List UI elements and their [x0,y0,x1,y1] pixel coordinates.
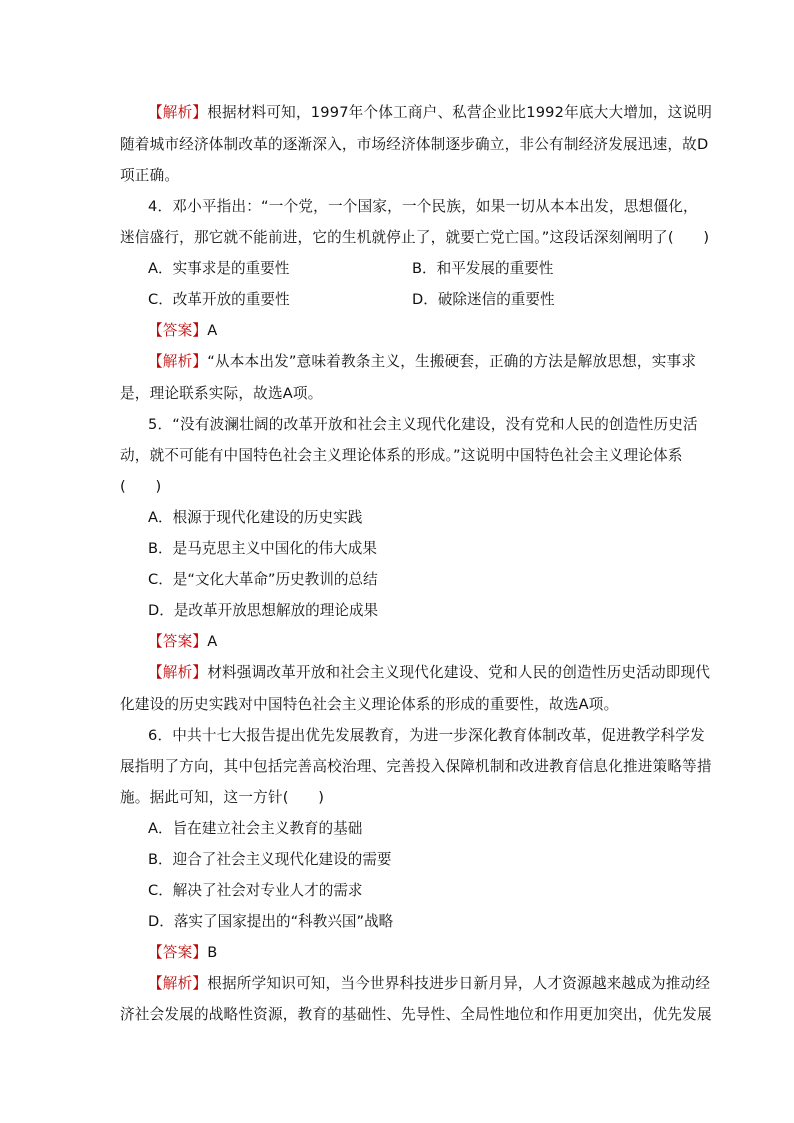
question-5-option-a: A．根源于现代化建设的历史实践 [148,509,363,526]
answer-value: A [207,633,218,650]
question-6-stem: 展指明了方向，其中包括完善高校治理、完善投入保障机制和改进教育信息化推进策略等措 [120,758,712,775]
question-5-stem: 动，就不可能有中国特色社会主义理论体系的形成。”这说明中国特色社会主义理论体系 [120,447,683,464]
explanation-tag: 【解析】 [148,353,208,370]
question-5-option-b: B．是马克思主义中国化的伟大成果 [148,540,377,557]
question-6-option-c: C．解决了社会对专业人才的需求 [148,882,363,899]
question-4-option-b: B．和平发展的重要性 [412,260,554,277]
question-6-option-d: D．落实了国家提出的“科教兴国”战略 [148,913,394,930]
explanation-text: 材料强调改革开放和社会主义现代化建设、党和人民的创造性历史活动即现代 [207,664,711,681]
question-6-explanation: 济社会发展的战略性资源，教育的基础性、先导性、全局性地位和作用更加突出，优先发展 [120,1006,712,1023]
question-6-stem: 6．中共十七大报告提出优先发展教育，为进一步深化教育体制改革，促进教学科学发 [148,727,705,744]
question-6-answer [0,943,794,963]
question-5-explanation [0,663,794,683]
explanation-tag: 【解析】 [148,975,208,992]
answer-tag: 【答案】 [148,322,208,339]
question-4-stem: 迷信盛行，那它就不能前进，它的生机就停止了，就要亡党亡国。”这段话深刻阐明了( ) [120,229,710,246]
question-5-stem: 5．“没有波澜壮阔的改革开放和社会主义现代化建设，没有党和人民的创造性历史活 [148,416,698,433]
question-4-explanation: 是，理论联系实际，故选A项。 [120,385,323,402]
question-6-option-b: B．迎合了社会主义现代化建设的需要 [148,851,392,868]
question-4-explanation [0,352,794,372]
answer-tag: 【答案】 [148,633,208,650]
question-4-option-d: D．破除迷信的重要性 [412,291,555,308]
question-4-option-c: C．改革开放的重要性 [148,291,290,308]
explanation-line: 随着城市经济体制改革的逐渐深入，市场经济体制逐步确立，非公有制经济发展迅速，故D [120,136,709,153]
question-4-answer [0,321,794,341]
explanation-text: 根据材料可知，1997年个体工商户、私营企业比1992年底大大增加，这说明 [207,104,713,121]
question-4-stem: 4．邓小平指出：“一个党，一个国家，一个民族，如果一切从本本出发，思想僵化， [148,198,698,215]
question-5-option-c: C．是“文化大革命”历史教训的总结 [148,571,378,588]
explanation-text: 根据所学知识可知，当今世界科技进步日新月异，人才资源越来越成为推动经 [207,975,711,992]
explanation-tag: 【解析】 [148,104,208,121]
answer-value: B [207,944,218,961]
explanation-line [0,103,794,123]
explanation-tag: 【解析】 [148,664,208,681]
question-5-option-d: D．是改革开放思想解放的理论成果 [148,602,379,619]
question-4-option-a: A．实事求是的重要性 [148,260,290,277]
question-5-stem: ( ) [120,478,162,495]
question-6-explanation [0,974,794,994]
question-6-option-a: A．旨在建立社会主义教育的基础 [148,820,363,837]
explanation-text: “从本本出发”意味着教条主义，生搬硬套，正确的方法是解放思想，实事求 [207,353,697,370]
answer-tag: 【答案】 [148,944,208,961]
answer-value: A [207,322,218,339]
question-5-answer [0,632,794,652]
question-5-explanation: 化建设的历史实践对中国特色社会主义理论体系的形成的重要性，故选A项。 [120,696,619,713]
explanation-line: 项正确。 [120,167,180,184]
question-6-stem: 施。据此可知，这一方针( ) [120,789,325,806]
